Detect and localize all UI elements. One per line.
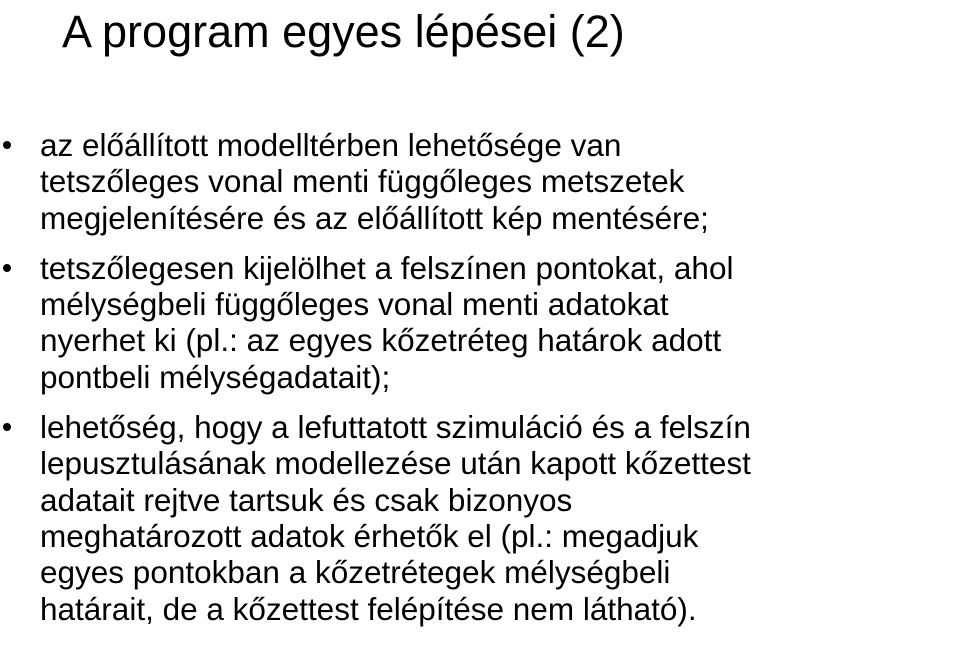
bullet-text-line: mélységbeli függőleges vonal menti adatokat bbox=[40, 286, 669, 323]
bullet-text-line: tetszőleges vonal menti függőleges metszetek bbox=[40, 163, 685, 200]
bullet-text-line: nyerhet ki (pl.: az egyes kőzetréteg határok adott bbox=[40, 322, 722, 359]
bullet-text-line: megjelenítésére és az előállított kép mentésére; bbox=[40, 199, 709, 236]
bullet-list bbox=[0, 127, 960, 627]
bullet-text-line: tetszőlegesen kijelölhet a felszínen pontokat, ahol bbox=[40, 249, 734, 286]
bullet-text-line: lepusztulásának modellezése után kapott kőzettest bbox=[40, 445, 751, 482]
bullet-item-2 bbox=[0, 250, 960, 395]
bullet-dot-icon bbox=[3, 423, 11, 431]
bullet-text-line: pontbeli mélységadatait); bbox=[40, 358, 391, 395]
bullet-dot-icon bbox=[3, 141, 11, 149]
bullet-text-line: egyes pontokban a kőzetrétegek mélységbeli bbox=[40, 554, 671, 591]
bullet-text-line: lehetőség, hogy a lefuttatott szimuláció és a felszín bbox=[40, 409, 751, 446]
bullet-text-line: az előállított modelltérben lehetősége van bbox=[40, 127, 622, 163]
bullet-dot-icon bbox=[3, 264, 11, 272]
bullet-item-1 bbox=[0, 127, 960, 236]
bullet-text-line: adatait rejtve tartsuk és csak bizonyos bbox=[40, 481, 573, 518]
bullet-text-line: határait, de a kőzettest felépítése nem látható). bbox=[40, 590, 697, 627]
bullet-text-line: meghatározott adatok érhetők el (pl.: megadjuk bbox=[40, 517, 699, 554]
slide-title: A program egyes lépései (2) bbox=[62, 6, 625, 57]
bullet-item-3 bbox=[0, 409, 960, 627]
